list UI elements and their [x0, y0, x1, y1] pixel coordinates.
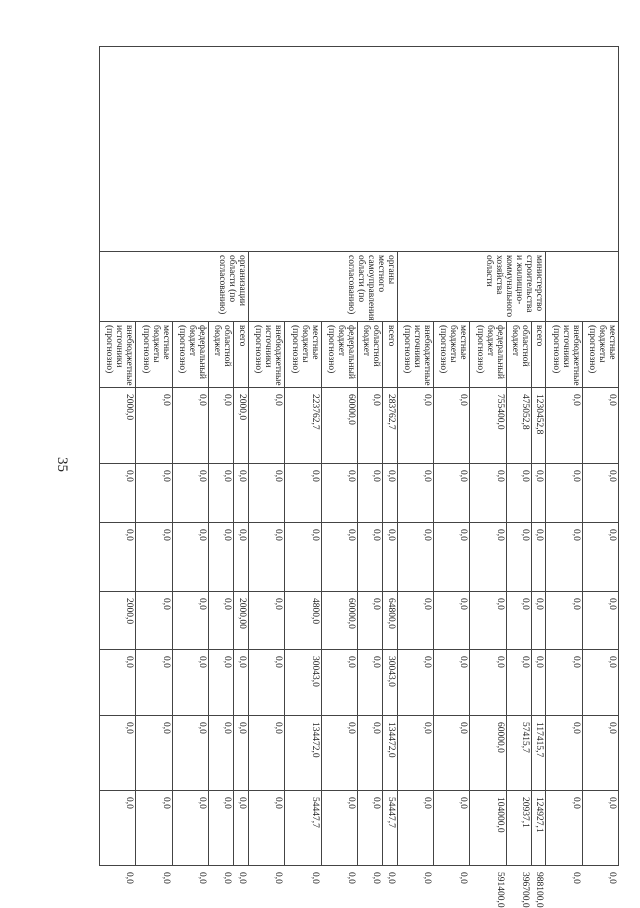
executor-cell [546, 252, 619, 322]
funding-source-cell: федеральный бюджет (прогнозно) [470, 322, 506, 388]
value-cell: 0,0 [433, 464, 469, 523]
funding-source-cell: местные бюджеты (прогнозно) [136, 322, 172, 388]
value-cell: 0,0 [172, 716, 208, 791]
value-cell: 20937,1 [506, 791, 531, 866]
value-cell: 475052,8 [506, 388, 531, 464]
value-cell: 2000,0 [100, 592, 136, 650]
table-row: внебюджетные источники (прогнозно) 0,0 0,0 0,0 0,0 0,0 0,0 0,0 0,0 [546, 47, 582, 866]
value-cell: 0,0 [321, 716, 357, 791]
value-cell: 0,0 [321, 650, 357, 716]
value-cell: 0,0 [582, 464, 618, 523]
value-cell: 0,0 [470, 592, 506, 650]
value-cell: 0,0 [172, 650, 208, 716]
value-cell: 0,0 [546, 716, 582, 791]
value-cell: 0,0 [531, 650, 545, 716]
value-cell: 283762,7 [383, 388, 397, 464]
value-cell: 0,0 [172, 464, 208, 523]
value-cell: 0,0 [234, 650, 248, 716]
value-cell: 0,0 [582, 388, 618, 464]
table-row: федеральный бюджет (прогнозно) 755400,0 0,0 0,0 0,0 0,0 60000,0 104000,0 591400,0 [470, 47, 506, 866]
funding-source-cell: федеральный бюджет (прогнозно) [321, 322, 357, 388]
funding-source-cell: областной бюджет [506, 322, 531, 388]
executor-cell: министерство строительства и жилищно-коммунального хозяйства области [397, 252, 546, 322]
value-cell: 0,0 [433, 650, 469, 716]
value-cell: 0,0 [506, 464, 531, 523]
value-cell: 0,0 [321, 523, 357, 592]
value-cell: 0,0 [546, 592, 582, 650]
funding-source-cell: внебюджетные источники (прогнозно) [248, 322, 284, 388]
table-row: областной бюджет 0,0 0,0 0,0 0,0 0,0 0,0 0,0 0,0 [209, 47, 234, 866]
funding-source-cell: местные бюджеты (прогнозно) [433, 322, 469, 388]
value-cell: 0,0 [234, 523, 248, 592]
value-cell: 0,0 [248, 388, 284, 464]
table-row: местные бюджеты (прогнозно) 0,0 0,0 0,0 0,0 0,0 0,0 0,0 0,0 [582, 47, 618, 866]
value-cell: 1230452,8 [531, 388, 545, 464]
value-cell: 0,0 [285, 523, 321, 592]
value-cell: 0,0 [357, 523, 382, 592]
value-cell: 0,0 [248, 523, 284, 592]
value-cell: 0,0 [234, 791, 248, 866]
funding-source-cell: местные бюджеты (прогнозно) [582, 322, 618, 388]
value-cell: 54447,7 [285, 791, 321, 866]
value-cell: 0,0 [209, 791, 234, 866]
value-cell: 0,0 [582, 592, 618, 650]
value-cell: 57415,7 [506, 716, 531, 791]
value-cell: 0,0 [136, 523, 172, 592]
value-cell: 0,0 [506, 523, 531, 592]
value-cell: 0,0 [248, 650, 284, 716]
funding-source-cell: всего [531, 322, 545, 388]
funding-source-cell: местные бюджеты (прогнозно) [285, 322, 321, 388]
value-cell: 0,0 [248, 791, 284, 866]
executor-cell: органы местного самоуправления области (по согласованию) [248, 252, 397, 322]
value-cell: 223762,7 [285, 388, 321, 464]
value-cell: 0,0 [582, 716, 618, 791]
table-row: внебюджетные источники (прогнозно) 0,0 0,0 0,0 0,0 0,0 0,0 0,0 0,0 [397, 47, 433, 866]
funding-source-cell: федеральный бюджет (прогнозно) [172, 322, 208, 388]
value-cell: 64800,0 [383, 592, 397, 650]
value-cell: 0,0 [100, 464, 136, 523]
value-cell: 134472,0 [383, 716, 397, 791]
value-cell: 104000,0 [470, 791, 506, 866]
value-cell: 0,0 [357, 716, 382, 791]
value-cell: 0,0 [357, 592, 382, 650]
table-row: внебюджетные источники (прогнозно) 0,0 0,0 0,0 0,0 0,0 0,0 0,0 0,0 [248, 47, 284, 866]
table-row: местные бюджеты (прогнозно) 0,0 0,0 0,0 0,0 0,0 0,0 0,0 0,0 [433, 47, 469, 866]
value-cell: 0,0 [433, 592, 469, 650]
value-cell: 60000,0 [321, 592, 357, 650]
value-cell: 0,0 [209, 592, 234, 650]
value-cell: 0,0 [248, 464, 284, 523]
rotated-table-wrapper [99, 46, 619, 908]
value-cell: 0,0 [209, 650, 234, 716]
value-cell: 0,0 [433, 791, 469, 866]
value-cell: 0,0 [582, 523, 618, 592]
value-cell: 0,0 [100, 791, 136, 866]
value-cell: 0,0 [136, 791, 172, 866]
table-row: организации области (по согласованию) всего 2000,0 0,0 0,0 2000,00 0,0 0,0 0,0 0,0 [234, 47, 248, 866]
value-cell: 0,0 [582, 791, 618, 866]
value-cell: 0,0 [209, 523, 234, 592]
value-cell: 0,0 [357, 650, 382, 716]
value-cell: 30043,0 [383, 650, 397, 716]
funding-source-cell: внебюджетные источники (прогнозно) [397, 322, 433, 388]
value-cell: 0,0 [234, 716, 248, 791]
value-cell: 0,0 [397, 523, 433, 592]
value-cell: 0,0 [397, 650, 433, 716]
funding-table [99, 46, 619, 908]
table-row: министерство строительства и жилищно-коммунального хозяйства области всего 1230452,8 0,0 0,0 0,0 0,0 117415,7 124927,1 988100,0 [531, 47, 545, 866]
value-cell: 0,0 [506, 650, 531, 716]
value-cell: 0,0 [136, 388, 172, 464]
value-cell: 0,0 [470, 464, 506, 523]
value-cell: 0,0 [546, 791, 582, 866]
value-cell: 0,0 [531, 592, 545, 650]
funding-source-cell: внебюджетные источники (прогнозно) [546, 322, 582, 388]
value-cell: 0,0 [546, 650, 582, 716]
value-cell: 60000,0 [321, 388, 357, 464]
table-body [100, 47, 619, 908]
value-cell: 0,0 [470, 523, 506, 592]
funding-source-cell: внебюджетные источники (прогнозно) [100, 322, 136, 388]
value-cell: 0,0 [100, 650, 136, 716]
value-cell: 0,0 [136, 650, 172, 716]
table-row: органы местного самоуправления области (по согласованию) всего 283762,7 0,0 0,0 64800,0 30043,0 134472,0 54447,7 0,0 [383, 47, 397, 866]
value-cell: 0,0 [248, 716, 284, 791]
funding-source-cell: областной бюджет [357, 322, 382, 388]
value-cell: 755400,0 [470, 388, 506, 464]
value-cell: 0,0 [397, 464, 433, 523]
value-cell: 134472,0 [285, 716, 321, 791]
value-cell: 2000,0 [234, 388, 248, 464]
value-cell: 0,0 [397, 716, 433, 791]
value-cell: 4800,0 [285, 592, 321, 650]
value-cell: 0,0 [397, 388, 433, 464]
value-cell: 0,0 [531, 523, 545, 592]
value-cell: 0,0 [433, 388, 469, 464]
value-cell: 2000,00 [234, 592, 248, 650]
value-cell: 0,0 [582, 650, 618, 716]
value-cell: 0,0 [234, 464, 248, 523]
value-cell: 0,0 [100, 716, 136, 791]
value-cell: 0,0 [546, 464, 582, 523]
table-row: областной бюджет 475052,8 0,0 0,0 0,0 0,0 57415,7 20937,1 396700,0 [506, 47, 531, 866]
value-cell: 0,0 [136, 464, 172, 523]
value-cell: 0,0 [172, 791, 208, 866]
value-cell: 0,0 [433, 716, 469, 791]
value-cell: 60000,0 [470, 716, 506, 791]
table-row: внебюджетные источники (прогнозно) 2000,0 0,0 0,0 2000,0 0,0 0,0 0,0 0,0 [100, 47, 136, 866]
value-cell: 2000,0 [100, 388, 136, 464]
value-cell: 124927,1 [531, 791, 545, 866]
value-cell: 0,0 [100, 523, 136, 592]
table-row: местные бюджеты (прогнозно) 223762,7 0,0 0,0 4800,0 30043,0 134472,0 54447,7 0,0 [285, 47, 321, 866]
value-cell: 0,0 [546, 388, 582, 464]
page-number: 35 [54, 457, 70, 472]
value-cell: 0,0 [397, 592, 433, 650]
value-cell: 54447,7 [383, 791, 397, 866]
value-cell: 0,0 [397, 791, 433, 866]
value-cell: 0,0 [383, 464, 397, 523]
value-cell: 0,0 [209, 388, 234, 464]
value-cell: 0,0 [285, 464, 321, 523]
value-cell: 0,0 [172, 388, 208, 464]
value-cell: 0,0 [357, 791, 382, 866]
value-cell: 0,0 [357, 388, 382, 464]
value-cell: 0,0 [433, 523, 469, 592]
value-cell: 0,0 [209, 716, 234, 791]
table-row: федеральный бюджет (прогнозно) 60000,0 0,0 0,0 60000,0 0,0 0,0 0,0 0,0 [321, 47, 357, 866]
value-cell: 117415,7 [531, 716, 545, 791]
value-cell: 0,0 [136, 592, 172, 650]
table-row: областной бюджет 0,0 0,0 0,0 0,0 0,0 0,0 0,0 0,0 [357, 47, 382, 866]
executor-cell: организации области (по согласованию) [100, 252, 249, 322]
value-cell: 0,0 [546, 523, 582, 592]
value-cell: 30043,0 [285, 650, 321, 716]
value-cell: 0,0 [383, 523, 397, 592]
funding-source-cell: областной бюджет [209, 322, 234, 388]
table-row: федеральный бюджет (прогнозно) 0,0 0,0 0,0 0,0 0,0 0,0 0,0 0,0 [172, 47, 208, 866]
funding-source-cell: всего [234, 322, 248, 388]
table-row: местные бюджеты (прогнозно) 0,0 0,0 0,0 0,0 0,0 0,0 0,0 0,0 [136, 47, 172, 866]
funding-source-cell: всего [383, 322, 397, 388]
value-cell: 0,0 [506, 592, 531, 650]
value-cell: 0,0 [209, 464, 234, 523]
empty-first-column [100, 47, 619, 252]
value-cell: 0,0 [248, 592, 284, 650]
value-cell: 0,0 [531, 464, 545, 523]
value-cell: 0,0 [172, 523, 208, 592]
value-cell: 0,0 [321, 464, 357, 523]
value-cell: 0,0 [321, 791, 357, 866]
value-cell: 0,0 [357, 464, 382, 523]
value-cell: 0,0 [470, 650, 506, 716]
value-cell: 0,0 [136, 716, 172, 791]
value-cell: 0,0 [172, 592, 208, 650]
